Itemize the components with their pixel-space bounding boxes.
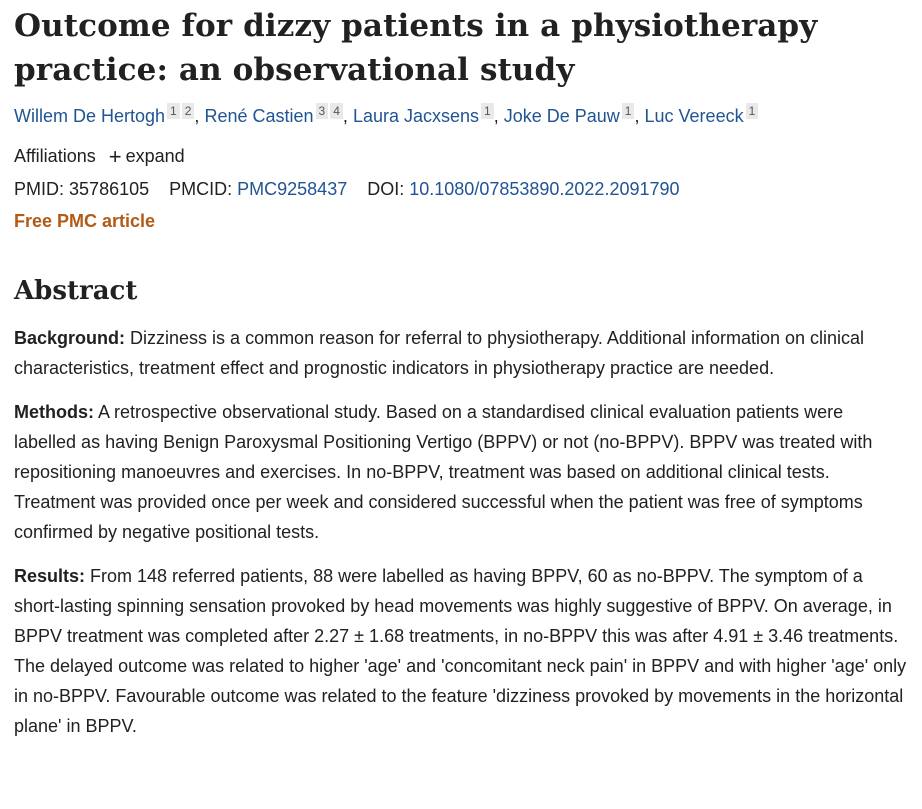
affiliation-number[interactable]: 1	[481, 103, 494, 119]
author-item	[14, 106, 194, 126]
author-link[interactable]: Willem De Hertogh	[14, 106, 166, 126]
section-label: Background:	[14, 328, 126, 348]
abstract-methods	[14, 397, 908, 547]
abstract-background	[14, 323, 908, 383]
section-label: Results:	[14, 566, 86, 586]
doi-link[interactable]: 10.1080/07853890.2022.2091790	[409, 179, 680, 199]
affiliation-number[interactable]: 3	[316, 103, 329, 119]
section-text: From 148 referred patients, 88 were labelled as having BPPV, 60 as no-BPPV. The symptom of a short-lasting spinning sensation provoked by head movements was highly suggestive of BPPV. On average, in BPPV treatment was completed after 2.27 ± 1.68 treatments, in no-BPPV this was after 4.91 ± 3.46 treatments. The delayed outcome was related to higher 'age' and 'concomitant neck pain' in BPPV and with higher 'age' only in no-BPPV. Favourable outcome was related to the feature 'dizziness provoked by movements in the horizontal plane' in BPPV.	[14, 566, 907, 736]
author-link[interactable]: René Castien	[204, 106, 314, 126]
affiliation-number[interactable]: 2	[182, 103, 195, 119]
affiliation-number[interactable]: 1	[746, 103, 759, 119]
affiliation-number[interactable]: 4	[330, 103, 343, 119]
plus-icon: +	[108, 144, 122, 169]
identifiers-row	[14, 175, 908, 203]
author-separator: ,	[194, 106, 200, 126]
author-link[interactable]: Joke De Pauw	[503, 106, 620, 126]
affiliations-row	[14, 142, 908, 171]
abstract-heading: Abstract	[14, 276, 138, 306]
author-list	[14, 102, 908, 130]
section-label: Methods:	[14, 402, 94, 422]
author-link[interactable]: Laura Jacxsens	[352, 106, 480, 126]
affiliation-number[interactable]: 1	[622, 103, 635, 119]
author-item	[204, 106, 342, 126]
author-link[interactable]: Luc Vereeck	[644, 106, 744, 126]
author-separator: ,	[342, 106, 348, 126]
free-pmc-article-badge: Free PMC article	[14, 211, 156, 231]
abstract-results	[14, 561, 908, 741]
pmcid-label: PMCID:	[169, 179, 233, 199]
author-separator: ,	[493, 106, 499, 126]
pmid-value: 35786105	[69, 179, 150, 199]
section-text: Dizziness is a common reason for referral to physiotherapy. Additional information on clinical characteristics, treatment effect and prognostic indicators in physiotherapy practice are needed.	[14, 328, 865, 378]
doi-label: DOI:	[367, 179, 405, 199]
affiliations-label: Affiliations	[14, 146, 96, 166]
expand-label: expand	[125, 146, 185, 166]
pmid-label: PMID:	[14, 179, 65, 199]
author-item	[353, 106, 494, 126]
author-item	[645, 106, 759, 126]
affiliation-number[interactable]: 1	[167, 103, 180, 119]
pmcid-link[interactable]: PMC9258437	[237, 179, 348, 199]
section-text: A retrospective observational study. Based on a standardised clinical evaluation patients were labelled as having Benign Paroxysmal Positioning Vertigo (BPPV) or not (no-BPPV). BPPV was treated with repositioning manoeuvres and exercises. In no-BPPV, treatment was based on additional clinical tests. Treatment was provided once per week and considered successful when the patient was free of symptoms confirmed by negative positional tests.	[14, 402, 873, 542]
article-page	[0, 4, 922, 741]
author-separator: ,	[634, 106, 640, 126]
expand-affiliations-button[interactable]	[108, 144, 185, 169]
author-item	[504, 106, 635, 126]
article-title: Outcome for dizzy patients in a physiotherapy practice: an observational study	[14, 8, 818, 88]
